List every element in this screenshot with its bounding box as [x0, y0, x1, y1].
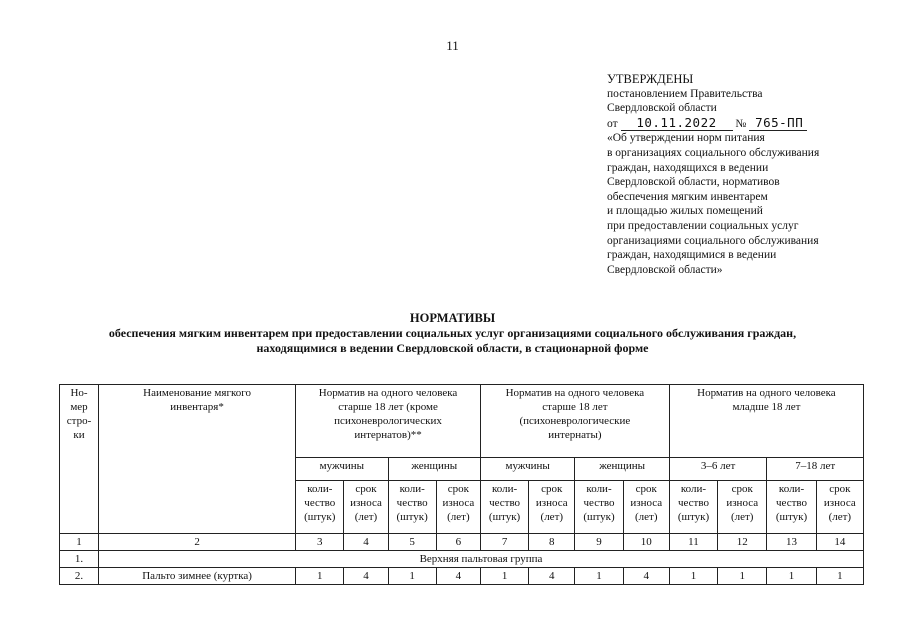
header-wear-period: срок износа (лет) [718, 481, 767, 534]
header-quantity: коли- чество (штук) [669, 481, 717, 534]
header-quantity: коли- чество (штук) [388, 481, 436, 534]
cell-value: 1 [480, 568, 528, 585]
header-quantity: коли- чество (штук) [575, 481, 623, 534]
decree-line: граждан, находящихся в ведении [607, 161, 769, 174]
header-pni: Норматив на одного человека старше 18 лет (психоневрологические интернаты) [480, 385, 669, 458]
cell-value: 1 [816, 568, 863, 585]
table-row [60, 551, 864, 568]
header-children: Норматив на одного человека младше 18 лет [669, 385, 863, 458]
subtitle-line: обеспечения мягким инвентарем при предоставлении социальных услуг организациями социального обслуживания граждан, [108, 326, 797, 340]
group-name: Верхняя пальтовая группа [99, 551, 864, 568]
header-women: женщины [388, 458, 480, 481]
cell-value: 1 [575, 568, 623, 585]
column-number: 3 [296, 534, 344, 551]
column-number: 6 [436, 534, 480, 551]
decree-line: «Об утверждении норм питания [607, 132, 765, 145]
header-age-7-18: 7–18 лет [767, 458, 864, 481]
header-age-3-6: 3–6 лет [669, 458, 767, 481]
header-men: мужчины [480, 458, 574, 481]
header-quantity: коли- чество (штук) [480, 481, 528, 534]
page-number: 11 [446, 38, 459, 53]
column-number: 14 [816, 534, 863, 551]
norms-table [59, 384, 864, 585]
column-number: 10 [623, 534, 669, 551]
cell-value: 4 [623, 568, 669, 585]
approval-line: Свердловской области [607, 102, 717, 115]
table-header-row [60, 385, 864, 458]
cell-value: 4 [436, 568, 480, 585]
decree-line: в организациях социального обслуживания [607, 146, 820, 159]
cell-value: 1 [296, 568, 344, 585]
cell-value: 1 [767, 568, 816, 585]
column-number-row [60, 534, 864, 551]
header-quantity: коли- чество (штук) [296, 481, 344, 534]
column-number: 12 [718, 534, 767, 551]
column-number: 4 [344, 534, 388, 551]
row-number: 1. [60, 551, 99, 568]
decree-line: Свердловской области, нормативов [607, 176, 780, 189]
decree-date: 10.11.2022 [621, 116, 733, 132]
cell-value: 4 [344, 568, 388, 585]
approval-line: постановлением Правительства [607, 87, 763, 100]
header-row-number: Но- мер стро- ки [60, 385, 99, 534]
cell-value: 1 [718, 568, 767, 585]
cell-value: 1 [388, 568, 436, 585]
header-adults: Норматив на одного человека старше 18 лет (кроме психоневрологических интернатов)** [296, 385, 481, 458]
header-quantity: коли- чество (штук) [767, 481, 816, 534]
header-women: женщины [575, 458, 669, 481]
decree-line: при предоставлении социальных услуг [607, 219, 799, 232]
decree-line: организациями социального обслуживания [607, 234, 819, 247]
decree-line: и площадью жилых помещений [607, 205, 763, 218]
document-subtitle [40, 326, 865, 356]
column-number: 7 [480, 534, 528, 551]
decree-line: Свердловской области» [607, 263, 723, 276]
cell-value: 4 [529, 568, 575, 585]
header-wear-period: срок износа (лет) [344, 481, 388, 534]
approval-title: УТВЕРЖДЕНЫ [607, 72, 694, 86]
item-name: Пальто зимнее (куртка) [99, 568, 296, 585]
date-prefix: от [607, 117, 618, 130]
cell-value: 1 [669, 568, 717, 585]
decree-line: граждан, находящимися в ведении [607, 249, 777, 262]
decree-number: 765-ПП [749, 116, 807, 132]
column-number: 11 [669, 534, 717, 551]
header-wear-period: срок износа (лет) [623, 481, 669, 534]
header-wear-period: срок износа (лет) [436, 481, 480, 534]
header-item-name: Наименование мягкого инвентаря* [99, 385, 296, 534]
row-number: 2. [60, 568, 99, 585]
column-number: 13 [767, 534, 816, 551]
column-number: 5 [388, 534, 436, 551]
header-wear-period: срок износа (лет) [816, 481, 863, 534]
subtitle-line: находящимися в ведении Свердловской области, в стационарной форме [256, 341, 649, 355]
number-prefix: № [735, 117, 747, 130]
header-wear-period: срок износа (лет) [529, 481, 575, 534]
column-number: 2 [99, 534, 296, 551]
document-title: НОРМАТИВЫ [409, 311, 496, 325]
approval-date-line [607, 116, 819, 132]
column-number: 1 [60, 534, 99, 551]
header-men: мужчины [296, 458, 388, 481]
decree-line: обеспечения мягким инвентарем [607, 190, 768, 203]
table-row [60, 568, 864, 585]
column-number: 8 [529, 534, 575, 551]
approval-block [607, 72, 819, 277]
column-number: 9 [575, 534, 623, 551]
